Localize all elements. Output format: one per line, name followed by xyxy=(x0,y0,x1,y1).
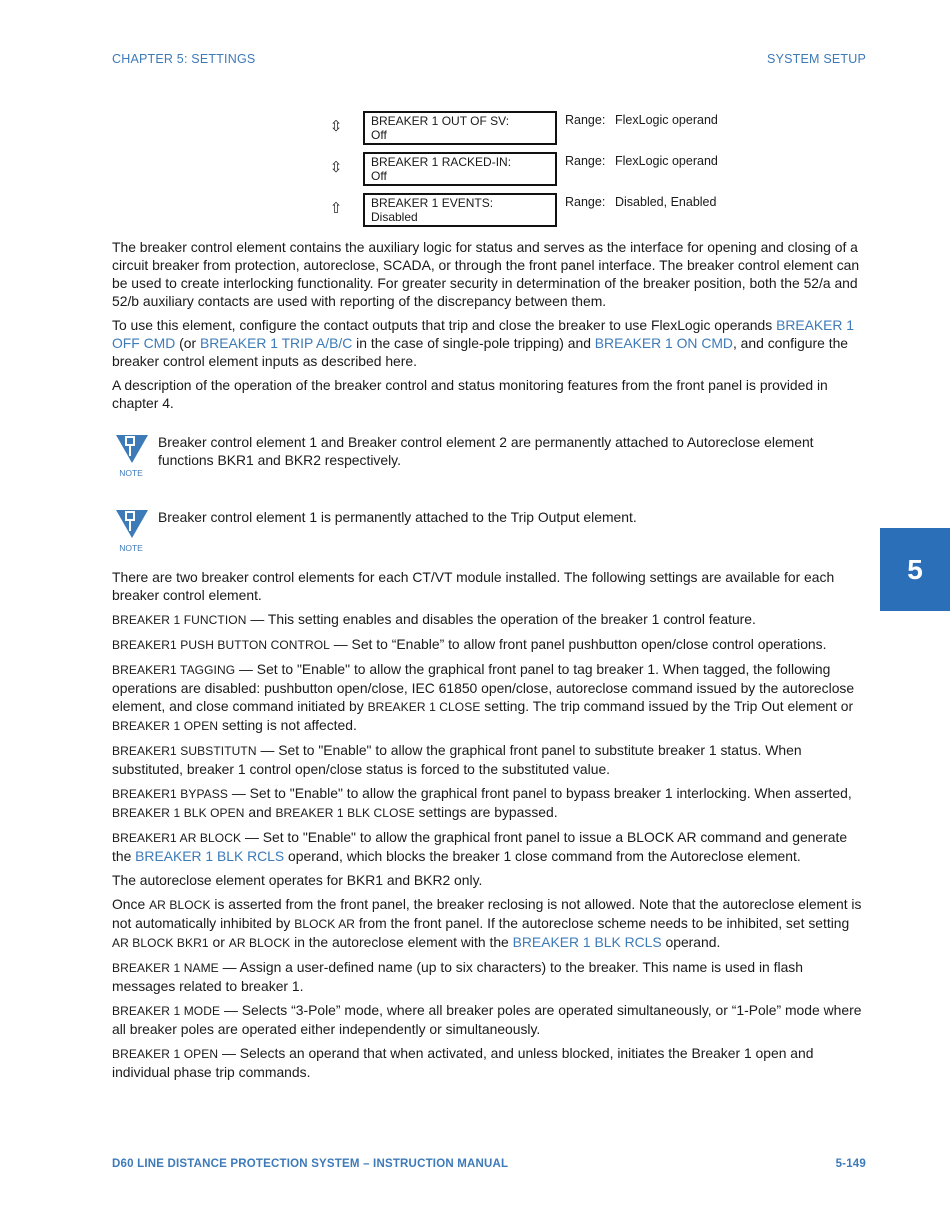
display-box xyxy=(363,193,557,227)
note-text: Breaker control element 1 is permanently attached to the Trip Output element. xyxy=(158,509,637,525)
note-icon xyxy=(112,433,150,477)
svg-text:NOTE: NOTE xyxy=(119,468,143,477)
note-text: Breaker control element 1 and Breaker control element 2 are permanently attached to Autoreclose element functions BKR1 and BKR2 respectively. xyxy=(158,434,814,468)
setting-row-events xyxy=(326,193,786,229)
setting-name: BREAKER 1 NAME — Assign a user-defined name (up to six characters) to the breaker. This name is used in flash messages related to breaker 1. xyxy=(112,959,803,994)
setting-ar-block: BREAKER1 AR BLOCK — Set to "Enable" to allow the graphical front panel to issue a BLOCK AR command and generate the BREAKER 1 BLK RCLS operand, which blocks the breaker 1 close command from the Autoreclose element. xyxy=(112,829,848,864)
setting-substitutn: BREAKER1 SUBSTITUTN — Set to "Enable" to allow the graphical front panel to substitute breaker 1 status. When substituted, breaker 1 control open/close status is forced to the substituted value. xyxy=(112,742,802,777)
manual-title-footer: D60 LINE DISTANCE PROTECTION SYSTEM – INSTRUCTION MANUAL xyxy=(112,1158,509,1170)
elements-paragraph: There are two breaker control elements for each CT/VT module installed. The following settings are available for each breaker control element. xyxy=(112,569,835,603)
intro-paragraph-3: A description of the operation of the breaker control and status monitoring features from the front panel is provided in chapter 4. xyxy=(112,377,828,411)
page-number: 5-149 xyxy=(835,1158,866,1170)
autoreclose-only: The autoreclose element operates for BKR1 and BKR2 only. xyxy=(112,872,483,888)
setting-mode: BREAKER 1 MODE — Selects “3-Pole” mode, where all breaker poles are operated simultaneously, or “1-Pole” mode where all breaker poles are operated either independently or simultaneously. xyxy=(112,1002,862,1037)
display-label: BREAKER 1 RACKED-IN: xyxy=(371,155,512,169)
note-icon xyxy=(112,508,150,552)
up-arrow-icon: ⇧ xyxy=(329,200,343,217)
range-value: FlexLogic operand xyxy=(615,154,718,168)
settings-description xyxy=(112,568,867,1087)
range-label: Range: xyxy=(565,113,606,127)
setting-row-out-of-sv xyxy=(326,111,786,147)
display-box xyxy=(363,152,557,186)
link-breaker-off-cmd[interactable]: BREAKER 1 OFF CMD xyxy=(112,317,855,351)
intro-paragraph-2: To use this element, configure the contact outputs that trip and close the breaker to use FlexLogic operands BREAKER 1 OFF CMD (or BREAKER 1 TRIP A/B/C in the case of single-pole tripping) and BREAKER 1 ON CMD, and configure the breaker control element inputs as described here. xyxy=(112,317,855,369)
setting-open: BREAKER 1 OPEN — Selects an operand that when activated, and unless blocked, initiates the Breaker 1 open and individual phase trip commands. xyxy=(112,1045,814,1080)
setting-row-racked-in xyxy=(326,152,786,188)
display-value: Off xyxy=(371,169,387,183)
link-breaker-blk-rcls[interactable]: BREAKER 1 BLK RCLS xyxy=(135,848,285,864)
range-value: FlexLogic operand xyxy=(615,113,718,127)
range-label: Range: xyxy=(565,154,606,168)
display-label: BREAKER 1 EVENTS: xyxy=(371,196,494,210)
svg-text:NOTE: NOTE xyxy=(119,543,143,552)
setting-bypass: BREAKER1 BYPASS — Set to "Enable" to allow the graphical front panel to bypass breaker 1 interlocking. When asserted, BREAKER 1 BLK OPEN and BREAKER 1 BLK CLOSE settings are bypassed. xyxy=(112,785,852,820)
up-down-arrow-icon: ⇳ xyxy=(329,118,343,135)
up-down-arrow-icon: ⇳ xyxy=(329,159,343,176)
display-label: BREAKER 1 OUT OF SV: xyxy=(371,114,510,128)
intro-section xyxy=(112,238,867,418)
setting-push-button: BREAKER1 PUSH BUTTON CONTROL — Set to “Enable” to allow front panel pushbutton open/close control operations. xyxy=(112,636,827,652)
display-value: Off xyxy=(371,128,387,142)
intro-paragraph-1: The breaker control element contains the auxiliary logic for status and serves as the interface for opening and closing of a circuit breaker from protection, autoreclose, SCADA, or through the front panel interface. The breaker control element can be used to create interlocking functionality. For greater security in determination of the breaker position, both the 52/a and 52/b auxiliary contacts are used with reporting of the discrepancy between them. xyxy=(112,239,860,309)
chapter-header: CHAPTER 5: SETTINGS xyxy=(112,52,256,66)
link-breaker-on-cmd[interactable]: BREAKER 1 ON CMD xyxy=(594,335,733,351)
setting-function: BREAKER 1 FUNCTION — This setting enables and disables the operation of the breaker 1 control feature. xyxy=(112,611,756,627)
display-box xyxy=(363,111,557,145)
setting-tagging: BREAKER1 TAGGING — Set to "Enable" to allow the graphical front panel to tag breaker 1. When tagged, the following operations are disabled: pushbutton open/close, IEC 61850 open/close, autoreclose command issued by the autoreclose element, and close command initiated by BREAKER 1 CLOSE setting. The trip command issued by the Trip Out element or BREAKER 1 OPEN setting is not affected. xyxy=(112,661,855,733)
range-value: Disabled, Enabled xyxy=(615,195,717,209)
range-label: Range: xyxy=(565,195,606,209)
display-value: Disabled xyxy=(371,210,418,224)
link-breaker-trip-abc[interactable]: BREAKER 1 TRIP A/B/C xyxy=(199,335,353,351)
section-header: SYSTEM SETUP xyxy=(767,52,866,66)
link-breaker-blk-rcls-2[interactable]: BREAKER 1 BLK RCLS xyxy=(512,934,662,950)
chapter-tab: 5 xyxy=(880,528,950,611)
ar-block-paragraph: Once AR BLOCK is asserted from the front panel, the breaker reclosing is not allowed. Note that the autoreclose element is not automatically inhibited by BLOCK AR from the front panel. If the autoreclose scheme needs to be inhibited, set setting AR BLOCK BKR1 or AR BLOCK in the autoreclose element with the BREAKER 1 BLK RCLS operand. xyxy=(112,896,862,950)
